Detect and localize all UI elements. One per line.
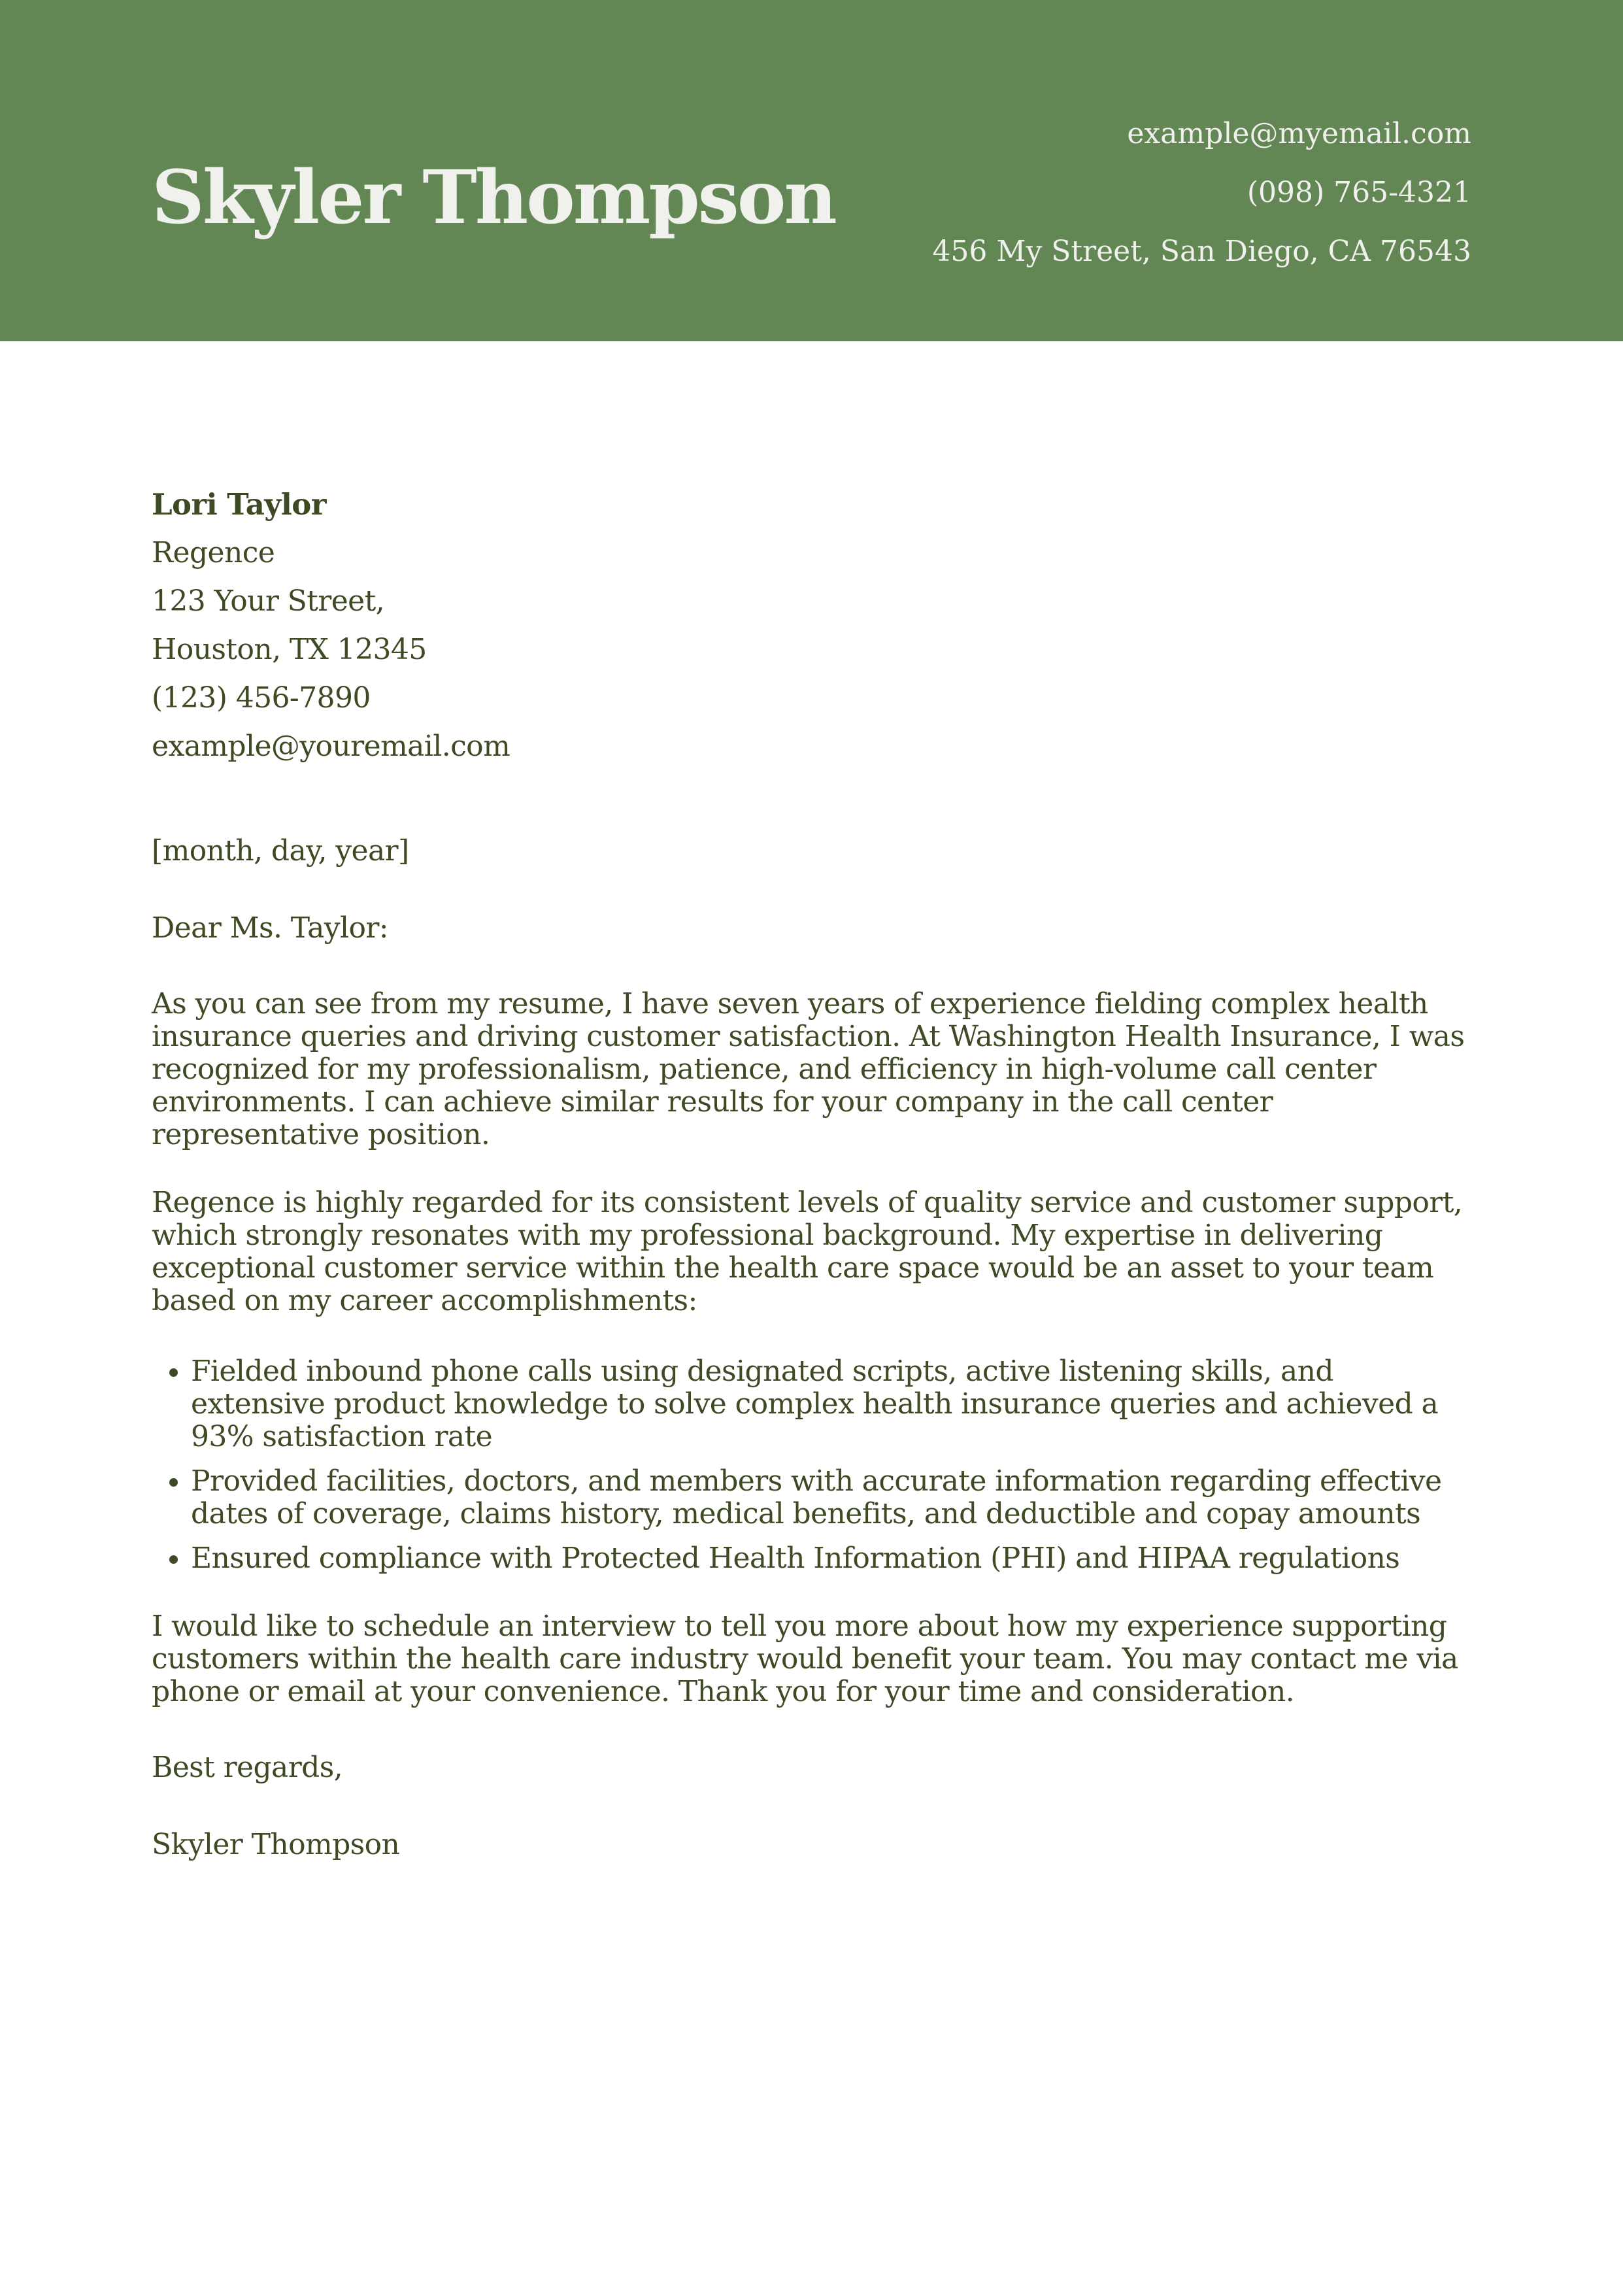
letter-header xyxy=(0,0,1623,341)
sender-phone: (098) 765-4321 xyxy=(1247,176,1471,209)
recipient-company: Regence xyxy=(152,536,275,569)
paragraph-company: Regence is highly regarded for its consistent levels of quality service and customer support, which strongly resonates with my professional background. My expertise in delivering exceptional customer service within the health care space would be an asset to your team based on my career accomplishments: xyxy=(152,1186,1463,1317)
sender-name: Skyler Thompson xyxy=(152,155,835,241)
accomplishments-list xyxy=(152,1355,1472,1575)
sender-contact xyxy=(752,105,1471,281)
sender-email: example@myemail.com xyxy=(1127,117,1471,150)
sender-address: 456 My Street, San Diego, CA 76543 xyxy=(932,235,1471,268)
recipient-name: Lori Taylor xyxy=(152,487,326,522)
list-item: • Fielded inbound phone calls using designated scripts, active listening skills, and extensive product knowledge to solve complex health insurance queries and achieved a 93% satisfaction rate xyxy=(191,1355,1472,1453)
letter-closing: Best regards, xyxy=(152,1751,343,1784)
paragraph-intro: As you can see from my resume, I have seven years of experience fielding complex health insurance queries and driving customer satisfaction. At Washington Health Insurance, I was recognized for my professionalism, patience, and efficiency in high-volume call center environments. I can achieve similar results for your company in the call center representative position. xyxy=(152,987,1465,1151)
recipient-block xyxy=(152,481,1472,771)
recipient-city: Houston, TX 12345 xyxy=(152,633,427,666)
letter-date: [month, day, year] xyxy=(152,834,409,868)
recipient-email: example@youremail.com xyxy=(152,730,510,763)
paragraph-closing: I would like to schedule an interview to tell you more about how my experience supporting customers within the health care industry would benefit your team. You may contact me via phone or email at your convenience. Thank you for your time and consideration. xyxy=(152,1610,1458,1708)
letter-greeting: Dear Ms. Taylor: xyxy=(152,911,389,945)
letter-body xyxy=(152,481,1472,1869)
recipient-phone: (123) 456-7890 xyxy=(152,681,371,715)
list-item: • Ensured compliance with Protected Health Information (PHI) and HIPAA regulations xyxy=(191,1542,1472,1575)
letter-signature: Skyler Thompson xyxy=(152,1828,400,1861)
list-item: • Provided facilities, doctors, and members with accurate information regarding effective dates of coverage, claims history, medical benefits, and deductible and copay amounts xyxy=(191,1465,1472,1530)
recipient-street: 123 Your Street, xyxy=(152,584,385,618)
